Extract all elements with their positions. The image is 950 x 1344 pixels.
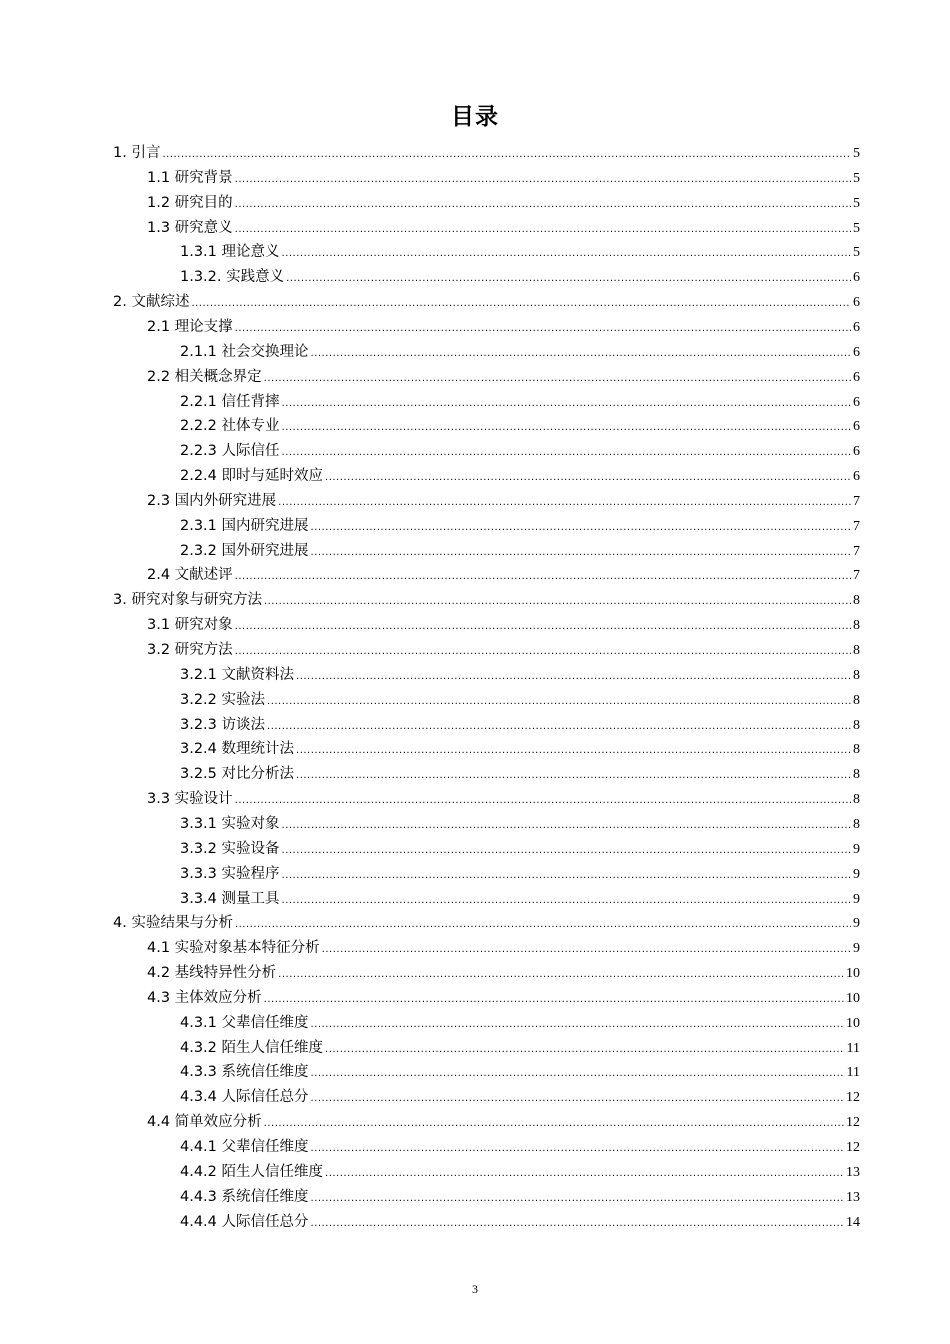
toc-entry-page: 11 — [846, 1065, 860, 1081]
toc-entry[interactable] — [147, 366, 860, 388]
toc-leader-dots — [296, 666, 851, 688]
toc-leader-dots — [282, 815, 851, 837]
toc-entry-page: 8 — [853, 767, 860, 783]
toc-entry[interactable] — [180, 1012, 860, 1034]
toc-entry-label: 4.3.3 系统信任维度 — [180, 1064, 309, 1081]
toc-entry-label: 1.2 研究目的 — [147, 194, 233, 211]
toc-entry-page: 7 — [853, 493, 860, 509]
toc-entry[interactable] — [180, 888, 860, 910]
toc-entry[interactable] — [180, 689, 860, 711]
toc-entry-label: 1.3.2. 实践意义 — [180, 269, 285, 286]
toc-entry-label: 2.2.2 社体专业 — [180, 418, 280, 435]
toc-entry-page: 8 — [853, 792, 860, 808]
toc-entry-label: 1. 引言 — [113, 145, 161, 161]
toc-entry-page: 8 — [853, 717, 860, 733]
toc-leader-dots — [235, 219, 851, 241]
toc-leader-dots — [235, 914, 851, 936]
toc-leader-dots — [325, 1163, 844, 1185]
toc-entry-page: 5 — [853, 245, 860, 261]
toc-entry-label: 3.2.5 对比分析法 — [180, 766, 295, 783]
toc-entry-page: 6 — [853, 270, 860, 286]
toc-entry-page: 5 — [853, 170, 860, 186]
toc-leader-dots — [296, 765, 851, 787]
toc-leader-dots — [282, 840, 851, 862]
toc-entry[interactable] — [147, 962, 860, 984]
toc-entry-label: 3. 研究对象与研究方法 — [113, 592, 262, 609]
toc-leader-dots — [311, 1188, 844, 1210]
toc-leader-dots — [282, 865, 851, 887]
toc-leader-dots — [311, 1063, 845, 1085]
toc-entry-label: 2.1.1 社会交换理论 — [180, 343, 309, 360]
toc-entry-label: 3.1 研究对象 — [147, 617, 233, 634]
toc-entry-page: 10 — [846, 1015, 860, 1031]
toc-entry-page: 12 — [846, 1140, 860, 1155]
toc-entry-page: 9 — [853, 891, 860, 907]
toc-title: 目录 — [451, 104, 499, 130]
toc-entry-page: 8 — [853, 618, 860, 634]
toc-entry-page: 8 — [853, 742, 860, 758]
toc-leader-dots — [282, 442, 851, 464]
toc-entry-label: 2.3.2 国外研究进展 — [180, 542, 309, 559]
toc-leader-dots — [311, 1014, 844, 1036]
toc-entry-page: 6 — [853, 369, 860, 385]
toc-entry[interactable] — [180, 863, 860, 885]
toc-entry[interactable] — [147, 788, 860, 810]
toc-entry-page: 7 — [853, 543, 860, 559]
toc-leader-dots — [311, 343, 851, 365]
toc-entry-label: 3.2.1 文献资料法 — [180, 666, 295, 683]
toc-leader-dots — [282, 393, 851, 415]
toc-entry-label: 2.3 国内外研究进展 — [147, 492, 277, 509]
toc-entry-label: 3.2.4 数理统计法 — [180, 741, 295, 758]
toc-entry[interactable] — [147, 217, 860, 239]
toc-leader-dots — [264, 989, 844, 1011]
toc-entry[interactable] — [180, 1061, 860, 1083]
toc-entry[interactable] — [180, 1037, 860, 1059]
toc-entry-label: 1.3 研究意义 — [147, 219, 233, 236]
toc-entry-page: 8 — [853, 593, 860, 609]
toc-leader-dots — [311, 542, 851, 564]
toc-entry-label: 3.3.2 实验设备 — [180, 840, 280, 857]
toc-entry[interactable] — [147, 639, 860, 661]
toc-entry-page: 9 — [853, 941, 860, 957]
toc-entry[interactable] — [180, 714, 860, 736]
toc-entry-page: 12 — [846, 1115, 860, 1131]
toc-entry-label: 4.3.2 陌生人信任维度 — [180, 1039, 324, 1056]
toc-leader-dots — [235, 641, 851, 663]
toc-entry-label: 2.2.3 人际信任 — [180, 443, 280, 460]
toc-entry[interactable] — [147, 490, 860, 512]
toc-entry-page: 13 — [846, 1164, 860, 1180]
toc-leader-dots — [311, 1213, 844, 1235]
toc-entry-page: 11 — [846, 1040, 860, 1056]
toc-entry[interactable] — [147, 316, 860, 338]
toc-entry-page: 5 — [853, 146, 860, 161]
toc-leader-dots — [235, 566, 851, 588]
toc-entry[interactable] — [180, 1086, 860, 1108]
toc-entry-label: 4.4.1 父辈信任维度 — [180, 1139, 309, 1155]
toc-leader-dots — [278, 964, 844, 986]
toc-entry-label: 2.4 文献述评 — [147, 567, 233, 584]
toc-entry-page: 6 — [853, 319, 860, 335]
toc-leader-dots — [311, 1138, 844, 1160]
toc-entry[interactable] — [180, 1136, 860, 1158]
toc-leader-dots — [278, 492, 851, 514]
toc-leader-dots — [311, 1088, 844, 1110]
toc-entry-label: 3.2.3 访谈法 — [180, 716, 266, 733]
toc-entry-page: 13 — [846, 1189, 860, 1205]
toc-entry-label: 1.3.1 理论意义 — [180, 244, 280, 261]
toc-leader-dots — [235, 616, 851, 638]
toc-entry[interactable] — [180, 1186, 860, 1208]
toc-entry[interactable] — [180, 1161, 860, 1183]
toc-entry[interactable] — [180, 813, 860, 835]
toc-entry-label: 4.4.2 陌生人信任维度 — [180, 1163, 324, 1180]
toc-entry[interactable] — [147, 937, 860, 959]
toc-entry-page: 5 — [853, 220, 860, 236]
toc-leader-dots — [282, 243, 851, 265]
toc-entry-page: 6 — [853, 295, 860, 311]
toc-entry-label: 4. 实验结果与分析 — [113, 915, 233, 932]
toc-entry[interactable] — [180, 266, 860, 288]
toc-entry[interactable] — [147, 564, 860, 586]
toc-leader-dots — [191, 293, 851, 315]
toc-entry-label: 2.2.4 即时与延时效应 — [180, 468, 324, 485]
toc-entry-page: 6 — [853, 444, 860, 460]
toc-entry-label: 4.1 实验对象基本特征分析 — [147, 940, 320, 957]
toc-entry-page: 5 — [853, 195, 860, 211]
toc-entry[interactable] — [180, 440, 860, 462]
toc-entry-page: 14 — [846, 1214, 860, 1230]
toc-entry[interactable] — [180, 838, 860, 860]
toc-leader-dots — [264, 1113, 844, 1135]
toc-entry-label: 2.3.1 国内研究进展 — [180, 517, 309, 534]
toc-entry[interactable] — [147, 614, 860, 636]
toc-leader-dots — [322, 939, 851, 961]
toc-entry[interactable] — [180, 515, 860, 537]
toc-entry-label: 4.4.4 人际信任总分 — [180, 1213, 309, 1230]
toc-entry-label: 3.3.3 实验程序 — [180, 865, 280, 882]
toc-entry-label: 4.4 简单效应分析 — [147, 1114, 262, 1131]
toc-entry[interactable] — [180, 391, 860, 413]
toc-entry[interactable] — [180, 415, 860, 437]
toc-entry[interactable] — [180, 465, 860, 487]
toc-leader-dots — [282, 417, 851, 439]
toc-leader-dots — [235, 318, 851, 340]
toc-leader-dots — [235, 790, 851, 812]
page-number: 3 — [472, 1282, 478, 1296]
toc-entry-page: 8 — [853, 667, 860, 683]
toc-entry-page: 10 — [846, 990, 860, 1006]
toc-leader-dots — [264, 368, 851, 390]
toc-entry[interactable] — [180, 540, 860, 562]
toc-entry[interactable] — [113, 589, 860, 611]
toc-entry-label: 3.3.4 测量工具 — [180, 890, 280, 907]
toc-leader-dots — [264, 591, 851, 613]
toc-entry-page: 6 — [853, 419, 860, 435]
toc-entry-label: 4.3.4 人际信任总分 — [180, 1089, 309, 1106]
toc-entry-page: 8 — [853, 643, 860, 658]
toc-leader-dots — [282, 890, 851, 912]
toc-leader-dots — [311, 517, 851, 539]
toc-entry-page: 7 — [853, 518, 860, 534]
toc-leader-dots — [267, 716, 851, 738]
toc-entry[interactable] — [147, 987, 860, 1009]
toc-leader-dots — [162, 144, 851, 166]
toc-entry-page: 12 — [846, 1090, 860, 1106]
toc-entry-page: 6 — [853, 344, 860, 360]
toc-entry-page: 8 — [853, 692, 860, 708]
toc-entry[interactable] — [113, 142, 860, 164]
toc-entry-label: 3.3.1 实验对象 — [180, 815, 280, 832]
toc-leader-dots — [325, 467, 851, 489]
toc-entry-label: 2.2 相关概念界定 — [147, 368, 262, 385]
toc-entry[interactable] — [180, 341, 860, 363]
toc-entry-label: 3.2.2 实验法 — [180, 691, 266, 708]
toc-leader-dots — [267, 691, 851, 713]
toc-leader-dots — [235, 194, 851, 216]
toc-entry-label: 1.1 研究背景 — [147, 169, 233, 186]
toc-entry[interactable] — [147, 192, 860, 214]
toc-entry-page: 6 — [853, 469, 860, 485]
toc-entry-label: 3.2 研究方法 — [147, 642, 233, 658]
toc-entry-label: 2.1 理论支撑 — [147, 318, 233, 335]
toc-entry-label: 3.3 实验设计 — [147, 791, 233, 808]
toc-entry-page: 6 — [853, 394, 860, 410]
toc-entry-label: 4.3 主体效应分析 — [147, 989, 262, 1006]
toc-entry-page: 9 — [853, 841, 860, 857]
toc-entry-label: 4.3.1 父辈信任维度 — [180, 1014, 309, 1031]
toc-entry-label: 4.2 基线特异性分析 — [147, 965, 277, 982]
toc-entry-page: 8 — [853, 816, 860, 832]
toc-leader-dots — [286, 268, 851, 290]
toc-entry[interactable] — [113, 912, 860, 934]
toc-entry[interactable] — [147, 1111, 860, 1133]
toc-leader-dots — [235, 169, 851, 191]
toc-entry-page: 10 — [846, 966, 860, 982]
toc-entry-label: 4.4.3 系统信任维度 — [180, 1188, 309, 1205]
toc-entry-label: 2.2.1 信任背摔 — [180, 393, 280, 410]
toc-entry[interactable] — [147, 167, 860, 189]
toc-entry-label: 2. 文献综述 — [113, 294, 190, 311]
toc-entry[interactable] — [113, 291, 860, 313]
toc-entry-page: 9 — [853, 916, 860, 932]
toc-entry[interactable] — [180, 763, 860, 785]
toc-leader-dots — [296, 740, 851, 762]
toc-leader-dots — [325, 1039, 845, 1061]
toc-entry[interactable] — [180, 664, 860, 686]
toc-entry[interactable] — [180, 241, 860, 263]
toc-entry-page: 7 — [853, 568, 860, 584]
toc-entry-page: 9 — [853, 866, 860, 882]
toc-entry[interactable] — [180, 1211, 860, 1233]
toc-entry[interactable] — [180, 738, 860, 760]
